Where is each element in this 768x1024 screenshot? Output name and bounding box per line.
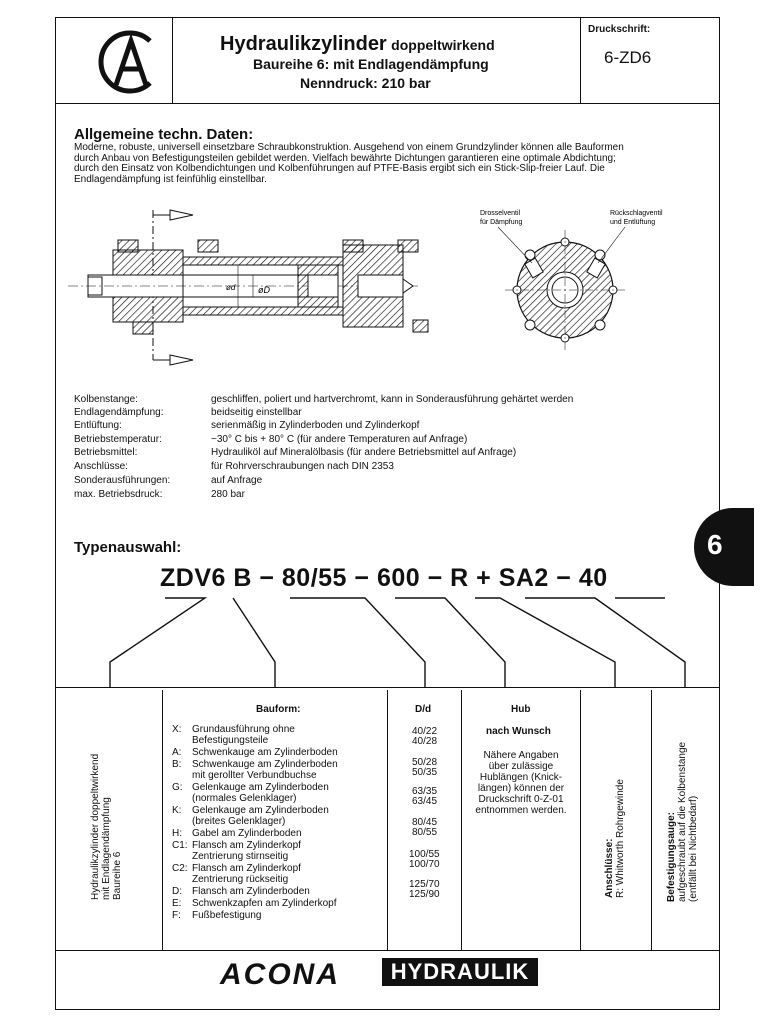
table-col-divider — [461, 690, 462, 950]
spec-label: Betriebsmittel: — [74, 447, 138, 458]
description-line: durch den Einsatz von Kolbendichtungen und Kolbenführungen auf PTFE-Basis ergibt sich ein Stick-Slip-freier Lauf. Die — [74, 163, 605, 174]
company-logo-icon — [92, 27, 164, 97]
list-item — [172, 840, 384, 862]
bauform-key: E: — [172, 898, 182, 909]
pressure-line: Nenndruck: 210 bar — [300, 75, 431, 91]
list-item — [172, 724, 384, 746]
list-item — [172, 863, 384, 885]
bauform-key: G: — [172, 782, 183, 793]
hub-text-line: entnommen werden. — [475, 805, 567, 816]
series-line: Baureihe 6: mit Endlagendämpfung — [253, 56, 489, 72]
cylinder-end-view-drawing — [460, 205, 663, 355]
bauform-text: Schwenkzapfen am Zylinderkopf — [192, 898, 337, 909]
cylinder-type-rotated — [90, 754, 123, 900]
list-item — [172, 828, 384, 839]
connections-text: R: Whitworth Rohrgewinde — [615, 779, 626, 898]
brand-logo: ACONA — [220, 958, 340, 991]
bauform-text: Gabel am Zylinderboden — [192, 828, 302, 839]
spec-label: Endlagendämpfung: — [74, 407, 164, 418]
spec-label: Betriebstemperatur: — [74, 434, 162, 445]
mounting-eye-title: Befestigungsauge: — [666, 811, 677, 902]
list-item — [172, 747, 384, 758]
type-selection-heading: Typenauswahl: — [74, 539, 182, 556]
doc-number: 6-ZD6 — [604, 48, 652, 67]
dd-value: 63/35 — [412, 786, 438, 797]
hub-text-line: Nähere Angaben — [483, 750, 559, 761]
spec-value: 280 bar — [211, 489, 245, 500]
hub-text-line: über zulässige — [488, 761, 554, 772]
spec-label: Entlüftung: — [74, 420, 122, 431]
title-main: Hydraulikzylinder — [220, 33, 387, 55]
bauform-text: Flansch am Zylinderkopf — [192, 840, 301, 851]
logo-divider — [172, 17, 173, 103]
general-description — [74, 143, 714, 185]
bauform-key: C2: — [172, 863, 188, 874]
section-tab-number: 6 — [707, 529, 723, 560]
throttle-valve-label-2: für Dämpfung — [480, 219, 523, 226]
list-item — [172, 910, 384, 921]
table-col-divider — [387, 690, 388, 950]
dd-value: 125/70 — [409, 879, 440, 890]
dd-value: 40/28 — [412, 736, 438, 747]
cylinder-section-drawing — [58, 205, 438, 370]
bauform-key: X: — [172, 724, 182, 735]
description-line: durch Anbau von Befestigungsteilen gebildet werden. Vielfach bewährte Dichtungen garantieren eine optimale Abdichtung; — [74, 152, 616, 164]
spec-value: beidseitig einstellbar — [211, 407, 302, 418]
dd-value: 100/70 — [409, 859, 440, 870]
check-valve-label-2: und Entlüftung — [610, 219, 656, 226]
mounting-eye-text: (entfällt bei Nichtbedarf) — [688, 795, 699, 902]
bauform-text: (normales Gelenklager) — [192, 793, 297, 804]
bauform-key: C1: — [172, 840, 188, 851]
page-title — [220, 33, 495, 56]
dd-value: 125/90 — [409, 889, 440, 900]
bauform-text: Fußbefestigung — [192, 910, 262, 921]
table-col-divider — [580, 690, 581, 950]
cylinder-type-line: Baureihe 6 — [112, 851, 123, 900]
bauform-text: Flansch am Zylinderkopf — [192, 863, 301, 874]
brand-suffix: HYDRAULIK — [382, 958, 538, 986]
description-line: Moderne, robuste, universell einsetzbare Schraubkonstruktion. Ausgehend von einem Grundzylinder können alle Bauformen — [74, 142, 624, 153]
bauform-text: Zentrierung rückseitig — [192, 874, 289, 885]
cylinder-type-line: mit Endlagendämpfung — [101, 797, 112, 900]
spec-label: max. Betriebsdruck: — [74, 489, 163, 500]
bauform-text: Schwenkauge am Zylinderboden — [192, 759, 338, 770]
spec-value: −30° C bis + 80° C (für andere Temperaturen auf Anfrage) — [211, 434, 468, 445]
dd-value: 50/28 — [412, 757, 438, 768]
spec-value: Hydrauliköl auf Mineralölbasis (für andere Betriebsmittel auf Anfrage) — [211, 447, 517, 458]
description-line: Endlagendämpfung ist feinfühlig einstellbar. — [74, 173, 267, 185]
connections-title: Anschlüsse: — [604, 838, 615, 898]
type-code-connector-lines — [55, 590, 720, 690]
table-col-divider — [162, 690, 163, 950]
title-suffix: doppeltwirkend — [391, 37, 495, 53]
bauform-key: H: — [172, 828, 182, 839]
bauform-text: Gelenkauge am Zylinderboden — [192, 805, 329, 816]
spec-label: Sonderausführungen: — [74, 475, 171, 486]
list-item — [172, 782, 384, 804]
bauform-text: Schwenkauge am Zylinderboden — [192, 747, 338, 758]
hub-text-line: Druckschrift 0-Z-01 — [478, 794, 564, 805]
bauform-text: Grundausführung ohne — [192, 724, 295, 735]
doc-number-divider — [580, 17, 581, 103]
bauform-key: K: — [172, 805, 182, 816]
footer-divider — [55, 950, 720, 951]
table-col-divider — [651, 690, 652, 950]
dd-value: 50/35 — [412, 767, 438, 778]
bauform-key: F: — [172, 910, 181, 921]
list-item — [172, 805, 384, 827]
bauform-title: Bauform: — [256, 704, 301, 715]
hub-text — [463, 750, 579, 816]
hub-text-line: längen) können der — [477, 783, 565, 794]
header-divider — [55, 103, 720, 104]
hub-subtitle: nach Wunsch — [486, 726, 551, 737]
bauform-text: mit gerollter Verbundbuchse — [192, 770, 317, 781]
spec-label: Kolbenstange: — [74, 394, 138, 405]
dd-value: 80/55 — [412, 827, 438, 838]
list-item — [172, 898, 384, 909]
mounting-eye-rotated — [666, 742, 699, 902]
dd-value: 40/22 — [412, 726, 438, 737]
check-valve-label: Rückschlagventil — [610, 210, 663, 217]
dd-value: 80/45 — [412, 817, 438, 828]
bauform-list — [172, 724, 384, 922]
bauform-text: Flansch am Zylinderboden — [192, 886, 310, 897]
dim-large-label: øD — [258, 285, 270, 295]
spec-label: Anschlüsse: — [74, 461, 128, 472]
bauform-text: Gelenkauge am Zylinderboden — [192, 782, 329, 793]
type-code: ZDV6 B − 80/55 − 600 − R + SA2 − 40 — [160, 564, 608, 592]
bauform-key: A: — [172, 747, 182, 758]
bauform-key: B: — [172, 759, 182, 770]
bauform-text: Befestigungsteile — [192, 735, 269, 746]
cylinder-type-line: Hydraulikzylinder doppeltwirkend — [90, 753, 101, 900]
spec-value: auf Anfrage — [211, 475, 263, 486]
spec-value: für Rohrverschraubungen nach DIN 2353 — [211, 461, 394, 472]
spec-value: geschliffen, poliert und hartverchromt, kann in Sonderausführung gehärtet werden — [211, 394, 574, 405]
list-item — [172, 759, 384, 781]
dd-value: 100/55 — [409, 849, 440, 860]
bauform-text: (breites Gelenklager) — [192, 816, 286, 827]
bauform-text: Zentrierung stirnseitig — [192, 851, 289, 862]
general-heading: Allgemeine techn. Daten: — [74, 126, 254, 143]
list-item — [172, 886, 384, 897]
bauform-key: D: — [172, 886, 182, 897]
hub-title: Hub — [511, 704, 531, 715]
dim-small-label: ød — [226, 283, 236, 292]
hub-text-line: Hublängen (Knick- — [479, 772, 563, 783]
spec-value: serienmäßig in Zylinderboden und Zylinderkopf — [211, 420, 420, 431]
dd-title: D/d — [415, 704, 432, 715]
doc-label: Druckschrift: — [588, 24, 651, 35]
mounting-eye-text: aufgeschraubt auf die Kolbenstange — [677, 741, 688, 902]
dd-value: 63/45 — [412, 796, 438, 807]
connections-rotated — [604, 779, 626, 898]
throttle-valve-label: Drosselventil — [480, 210, 521, 217]
